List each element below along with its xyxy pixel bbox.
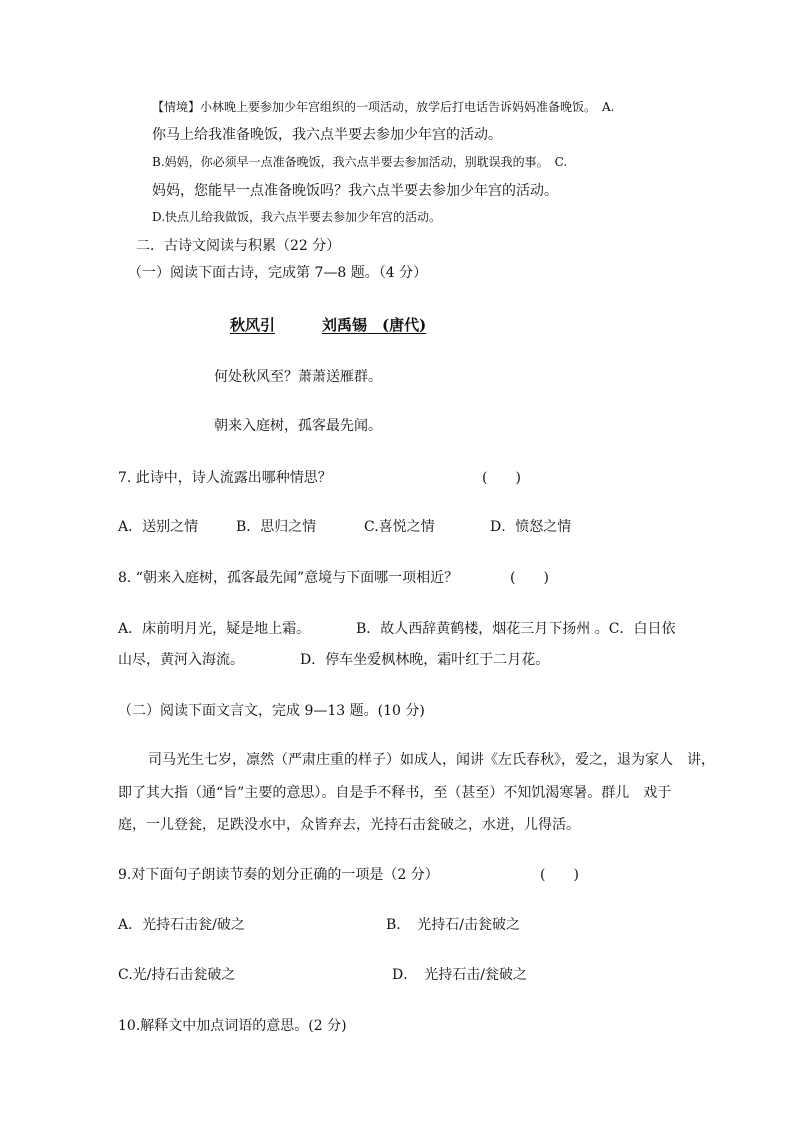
q9-option-b: B． 光持石/击瓮破之 — [386, 917, 521, 933]
situation-line-1: 【情境】小林晚上要参加少年宫组织的一项活动，放学后打电话告诉妈妈准备晚饭。 A. — [152, 100, 615, 114]
q8-option-b: B．故人西辞黄鹤楼，烟花三月下扬州 。C．白日依 — [356, 621, 676, 637]
situation-line-4: 妈妈，您能早一点准备晚饭吗？我六点半要去参加少年宫的活动。 — [152, 183, 558, 199]
q9-stem: 9.对下面句子朗读节奏的划分正确的一项是（2 分） — [118, 867, 439, 883]
poem-author: 刘禹锡 (唐代) — [322, 316, 427, 334]
q7-option-d: D．愤怒之情 — [490, 519, 572, 535]
section-heading: 二．古诗文阅读与积累（22 分） — [136, 238, 341, 254]
q7-option-a: A．送别之情 — [118, 519, 199, 535]
poem-line-2: 朝来入庭树，孤客最先闻。 — [214, 418, 382, 434]
q8-answer-paren: ( ) — [510, 570, 549, 586]
q7-option-b: B．思归之情 — [236, 519, 317, 535]
q8-option-c-continued: 山尽，黄河入海流。 — [118, 652, 244, 668]
part1-heading: （一）阅读下面古诗，完成第 7—8 题。（4 分） — [128, 265, 428, 281]
q9-option-a: A．光持石击瓮/破之 — [118, 917, 245, 933]
q9-answer-paren: ( ) — [540, 867, 579, 883]
situation-line-2: 你马上给我准备晚饭，我六点半要去参加少年宫的活动。 — [152, 127, 502, 143]
q9-option-d: D． 光持石击/瓮破之 — [392, 967, 527, 983]
q8-option-a: A．床前明月光，疑是地上霜。 — [118, 621, 311, 637]
q7-option-c: C.喜悦之情 — [364, 519, 435, 535]
q7-answer-paren: ( ) — [482, 470, 521, 486]
passage-line-1: 司马光生七岁，凛然（严肃庄重的样子）如成人，闻讲《左氏春秋》，爱之，退为家人 讲， — [148, 752, 715, 768]
q7-stem: 7. 此诗中，诗人流露出哪种情思？ — [118, 470, 332, 486]
situation-line-3: B.妈妈，你必须早一点准备晚饭，我六点半要去参加活动，别耽误我的事。 C. — [152, 155, 568, 169]
situation-line-5: D.快点儿给我做饭，我六点半要去参加少年宫的活动。 — [152, 210, 442, 224]
q8-stem: 8. “朝来入庭树，孤客最先闻”意境与下面哪一项相近？ — [118, 570, 459, 586]
poem-title: 秋风引 — [230, 316, 276, 334]
q10-stem: 10.解释文中加点词语的意思。(2 分) — [118, 1018, 347, 1034]
passage-line-3: 庭，一儿登瓮，足跌没水中，众皆弃去，光持石击瓮破之，水迸，儿得活。 — [118, 817, 580, 833]
q9-option-c: C.光/持石击瓮破之 — [118, 967, 236, 983]
part2-heading: （二）阅读下面文言文，完成 9—13 题。(10 分) — [118, 703, 425, 719]
q8-option-d: D．停车坐爱枫林晚，霜叶红于二月花。 — [300, 652, 550, 668]
passage-line-2: 即了其大指（通“旨”主要的意思）。自是手不释书，至（甚至）不知饥渴寒暑。群儿 戏于 — [118, 785, 672, 801]
poem-line-1: 何处秋风至？萧萧送雁群。 — [214, 369, 382, 385]
